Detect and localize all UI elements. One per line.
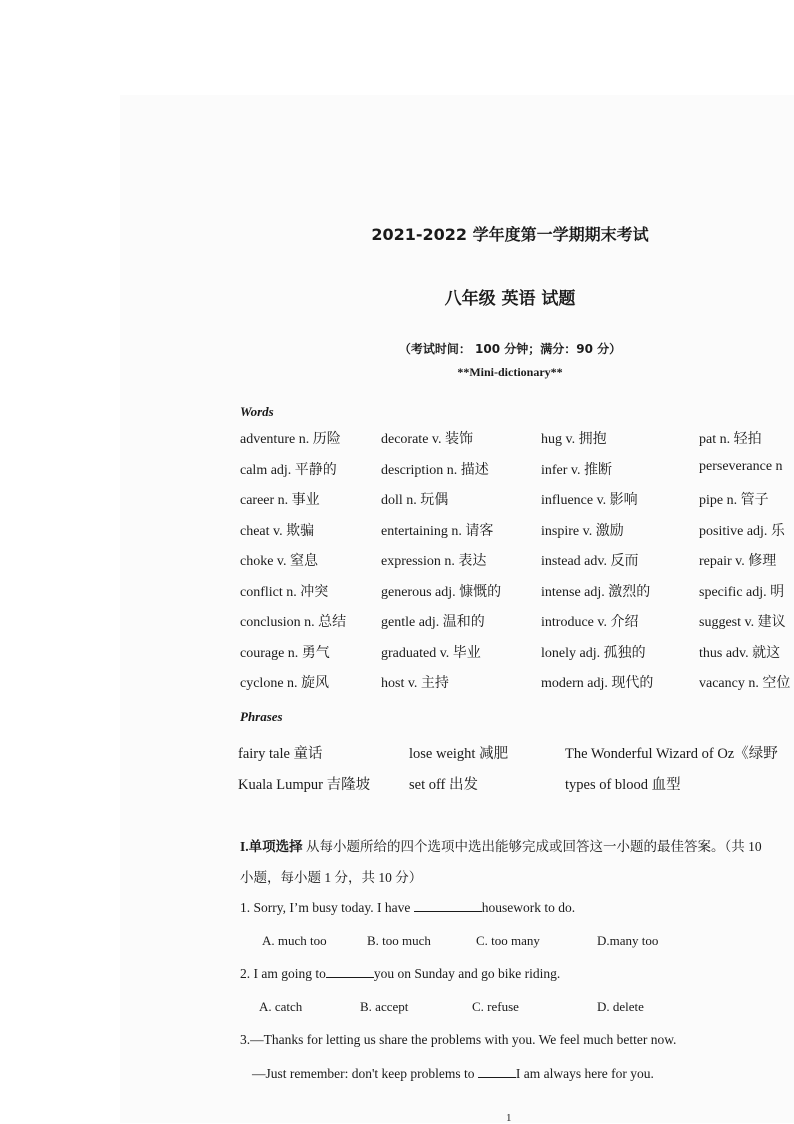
word-entry: introduce v. 介绍	[541, 615, 639, 630]
word-entry: decorate v. 装饰	[381, 432, 473, 447]
words-label: Words	[240, 404, 274, 419]
word-entry: calm adj. 平静的	[240, 462, 337, 478]
phrase-entry: set off 出发	[409, 777, 479, 793]
word-entry: influence v. 影响	[541, 493, 638, 508]
phrase-entry: fairy tale 童话	[238, 746, 323, 762]
word-entry: hug v. 拥抱	[541, 432, 607, 447]
section-1-heading: I.单项选择	[240, 839, 303, 854]
word-row	[240, 428, 794, 459]
exam-title: 2021-2022 学年度第一学期期末考试	[371, 225, 649, 244]
question-2-option-b: B. accept	[360, 999, 409, 1014]
word-entry: adventure n. 历险	[240, 432, 341, 447]
exam-subtitle: 八年级 英语 试题	[444, 289, 576, 309]
section-1-instruction	[240, 835, 762, 855]
word-entry: modern adj. 现代的	[541, 676, 654, 691]
question-1-stem	[240, 900, 575, 916]
word-entry: specific adj. 明	[699, 584, 785, 600]
question-3-line-2-after: I am always here for you.	[515, 1066, 654, 1081]
question-3-line-2	[252, 1066, 654, 1082]
word-row	[240, 520, 794, 551]
word-row	[240, 459, 794, 490]
word-entry: inspire v. 激励	[541, 523, 624, 539]
word-entry: instead adv. 反而	[541, 554, 639, 569]
word-entry: courage n. 勇气	[240, 645, 330, 661]
answer-blank[interactable]	[478, 1066, 516, 1078]
phrase-entry: Kuala Lumpur 吉隆坡	[238, 777, 371, 793]
word-entry: choke v. 窒息	[240, 554, 319, 569]
question-1-option-b: B. too much	[367, 933, 431, 948]
word-entry: expression n. 表达	[381, 554, 487, 569]
question-3-line-1: 3.—Thanks for letting us share the problems with you. We feel much better now.	[240, 1032, 677, 1047]
word-entry: cheat v. 欺骗	[240, 523, 315, 539]
question-1-option-c: C. too many	[476, 933, 540, 948]
question-2-stem	[240, 966, 560, 982]
word-entry: vacancy n. 空位	[699, 676, 791, 691]
word-entry: doll n. 玩偶	[381, 493, 449, 508]
section-1-instruction-text: 从每小题所给的四个选项中选出能够完成或回答这一小题的最佳答案。（共 10	[302, 839, 762, 854]
question-2-option-c: C. refuse	[472, 999, 519, 1014]
word-entry: career n. 事业	[240, 493, 320, 508]
word-entry: conflict n. 冲突	[240, 584, 329, 600]
question-1-stem-before: 1. Sorry, I’m busy today. I have	[240, 900, 414, 915]
question-1-option-d: D.many too	[597, 933, 659, 948]
word-row	[240, 581, 794, 612]
word-entry: pipe n. 管子	[699, 493, 769, 508]
word-row	[240, 642, 794, 673]
phrase-entry: lose weight 减肥	[409, 746, 509, 762]
word-entry: description n. 描述	[381, 462, 489, 478]
word-entry: pat n. 轻拍	[699, 432, 762, 447]
page-number: 1	[506, 1112, 512, 1124]
word-entry: graduated v. 毕业	[381, 645, 481, 661]
phrase-entry: types of blood 血型	[565, 777, 681, 793]
question-1-option-a: A. much too	[262, 933, 327, 948]
word-entry: suggest v. 建议	[699, 615, 786, 630]
exam-info: （考试时间： 100 分钟；满分：90 分）	[398, 342, 622, 356]
word-row	[240, 611, 794, 642]
word-row	[240, 672, 794, 703]
word-table	[240, 428, 794, 703]
answer-blank[interactable]	[414, 900, 482, 912]
question-3-line-2-before: —Just remember: don't keep problems to	[252, 1066, 478, 1081]
word-entry: infer v. 推断	[541, 462, 613, 478]
word-entry: intense adj. 激烈的	[541, 584, 651, 600]
dictionary-heading: **Mini-dictionary**	[457, 365, 563, 379]
word-entry: lonely adj. 孤独的	[541, 645, 646, 661]
word-entry: host v. 主持	[381, 676, 449, 691]
word-entry: positive adj. 乐	[699, 523, 785, 539]
question-2-option-a: A. catch	[259, 999, 303, 1014]
word-entry: generous adj. 慷慨的	[381, 584, 502, 600]
word-row	[240, 489, 794, 520]
answer-blank[interactable]	[326, 966, 374, 978]
word-entry: gentle adj. 温和的	[381, 615, 485, 630]
word-entry: repair v. 修理	[699, 554, 777, 569]
word-entry: conclusion n. 总结	[240, 615, 347, 630]
section-1-instruction-cont: 小题，每小题 1 分，共 10 分）	[240, 870, 423, 885]
question-2-stem-after: you on Sunday and go bike riding.	[373, 966, 561, 981]
word-entry: entertaining n. 请客	[381, 523, 494, 539]
word-entry: cyclone n. 旋风	[240, 676, 330, 691]
question-1-stem-after: housework to do.	[481, 900, 576, 915]
word-row	[240, 550, 794, 581]
question-2-stem-before: 2. I am going to	[240, 966, 326, 981]
phrases-label: Phrases	[240, 709, 283, 724]
word-entry: perseverance n	[699, 458, 783, 474]
phrase-entry: The Wonderful Wizard of Oz《绿野	[565, 746, 778, 762]
word-entry: thus adv. 就这	[699, 645, 781, 661]
question-2-option-d: D. delete	[597, 999, 644, 1014]
